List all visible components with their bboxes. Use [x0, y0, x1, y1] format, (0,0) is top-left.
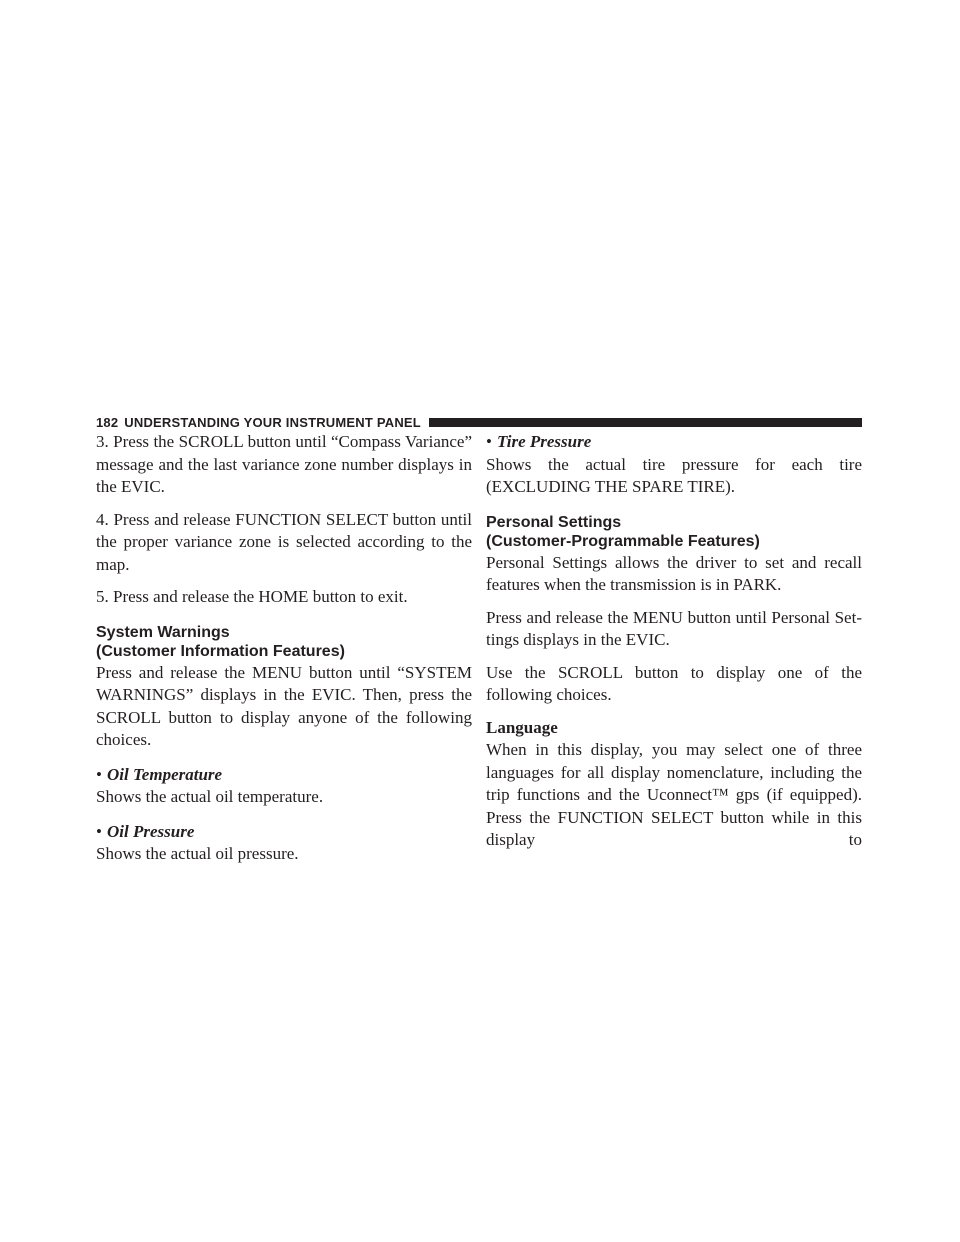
heading-personal-settings	[486, 513, 862, 551]
paragraph-system-warnings: Press and release the MENU button until “SYSTEM WARNINGS” displays in the EVIC. Then, press the SCROLL button to display anyone of the following choices.	[96, 662, 472, 749]
page-header	[96, 414, 862, 430]
bullet-tire-pressure	[486, 431, 862, 454]
bullet-oil-temperature	[96, 762, 472, 787]
section-title: UNDERSTANDING YOUR INSTRUMENT PANEL	[124, 414, 421, 430]
paragraph-menu-personal-settings: Press and release the MENU button until Personal Set-tings displays in the EVIC.	[486, 607, 862, 649]
right-column	[486, 431, 862, 862]
paragraph-step-3: 3. Press the SCROLL button until “Compass Variance” message and the last variance zone number displays in the EVIC.	[96, 432, 472, 496]
heading-personal-settings-line1: Personal Settings	[486, 513, 622, 531]
heading-personal-settings-line2: (Customer-Programmable Features)	[486, 532, 760, 550]
heading-system-warnings-line2: (Customer Information Features)	[96, 642, 345, 660]
paragraph-personal-settings: Personal Settings allows the driver to set and recall features when the transmission is in PARK.	[486, 552, 862, 594]
paragraph-step-4: 4. Press and release FUNCTION SELECT button until the proper variance zone is selected according to the map.	[96, 509, 472, 574]
bullet-label: Oil Pressure	[107, 821, 195, 841]
heading-system-warnings-line1: System Warnings	[96, 623, 230, 641]
paragraph-tire-pressure: Shows the actual tire pressure for each tire (EXCLUDING THE SPARE TIRE).	[486, 454, 862, 496]
subheading-language: Language	[486, 717, 558, 737]
page-number: 182	[96, 414, 119, 430]
paragraph-step-5: 5. Press and release the HOME button to exit.	[96, 587, 408, 606]
paragraph-oil-pressure: Shows the actual oil pressure.	[96, 844, 299, 863]
bullet-label: Oil Temperature	[107, 764, 223, 784]
bullet-dot: •	[486, 432, 492, 451]
paragraph-language: When in this display, you may select one of three languages for all display nomenclature, including the trip functions and the Uconnect™ gps (if equipped). Press the FUNCTION SELECT button while in this display to	[486, 740, 862, 849]
header-rule	[429, 418, 862, 427]
bullet-dot: •	[96, 764, 102, 784]
paragraph-scroll-choices: Use the SCROLL button to display one of the following choices.	[486, 662, 862, 704]
bullet-oil-pressure	[96, 819, 472, 844]
heading-system-warnings	[96, 623, 472, 661]
bullet-dot: •	[96, 821, 102, 841]
left-column	[96, 431, 472, 876]
paragraph-oil-temperature: Shows the actual oil temperature.	[96, 787, 324, 806]
bullet-label: Tire Pressure	[497, 432, 592, 451]
